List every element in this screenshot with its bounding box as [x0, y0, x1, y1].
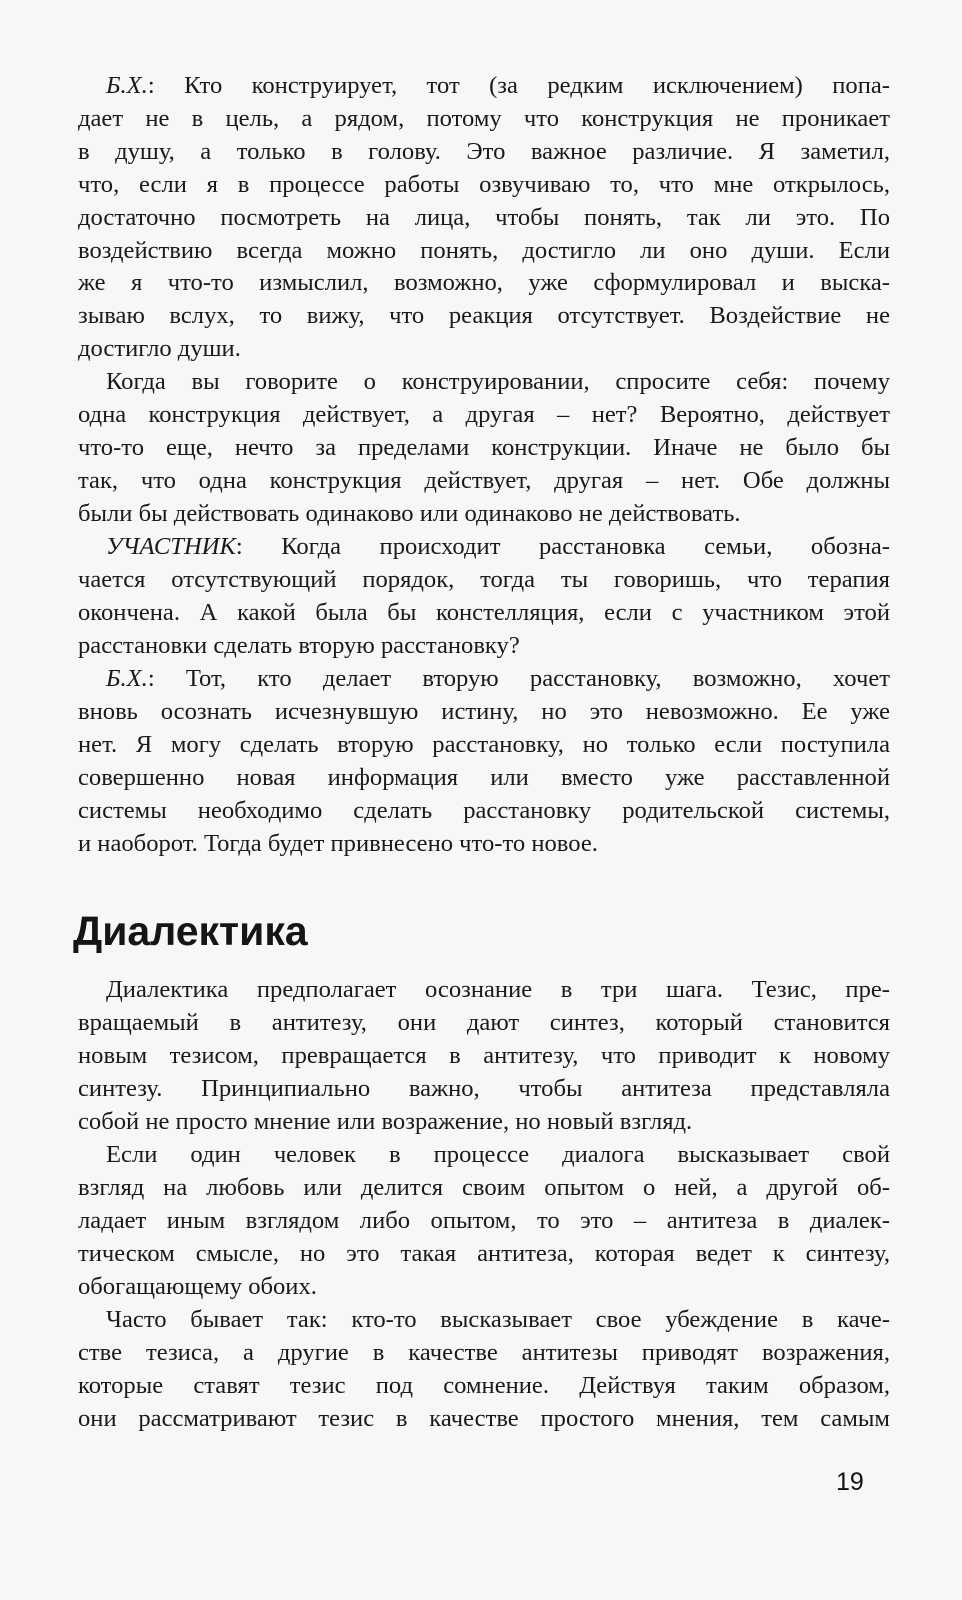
paragraph-1-line-6: воздействию всегда можно понять, достигло ли оно души. Если [78, 236, 890, 264]
paragraph-2-line-5: были бы действовать одинаково или одинаково не действовать. [78, 499, 741, 527]
line-text: : Тот, кто делает вторую расстановку, возможно, хочет [147, 665, 890, 692]
paragraph-4-line-5: системы необходимо сделать расстановку родительской системы, [78, 796, 890, 824]
speaker-label: УЧАСТНИК [106, 533, 236, 560]
paragraph-4-line-4: совершенно новая информация или вместо уже расставленной [78, 763, 890, 791]
paragraph-2-line-2: одна конструкция действует, а другая – нет? Вероятно, действует [78, 400, 890, 428]
paragraph-2-line-4: так, что одна конструкция действует, другая – нет. Обе должны [78, 466, 890, 494]
paragraph-1-line-4: что, если я в процессе работы озвучиваю то, что мне открылось, [78, 170, 890, 198]
section-heading: Диалектика [73, 908, 308, 954]
paragraph-3-line-1 [78, 531, 890, 564]
section-paragraph-2-line-4: тическом смысле, но это такая антитеза, которая ведет к синтезу, [78, 1239, 890, 1267]
paragraph-3-line-3: окончена. А какой была бы констелляция, если с участником этой [78, 598, 890, 626]
section-paragraph-2-line-2: взгляд на любовь или делится своим опытом о ней, а другой об- [78, 1173, 890, 1201]
speaker-label: Б.Х. [106, 72, 148, 99]
paragraph-1 [78, 70, 890, 366]
paragraph-4 [78, 663, 890, 860]
section-paragraph-1-line-3: новым тезисом, превращается в антитезу, что приводит к новому [78, 1041, 890, 1069]
paragraph-1-line-1 [78, 70, 890, 103]
paragraph-2-line-3: что-то еще, нечто за пределами конструкции. Иначе не было бы [78, 433, 890, 461]
speaker-label: Б.Х. [106, 665, 148, 692]
paragraph-1-line-3: в душу, а только в голову. Это важное различие. Я заметил, [78, 137, 890, 165]
line-text: : Когда происходит расстановка семьи, обозна- [235, 533, 890, 560]
section-paragraph-3-line-2: стве тезиса, а другие в качестве антитезы приводят возражения, [78, 1338, 890, 1366]
paragraph-2-line-1: Когда вы говорите о конструировании, спросите себя: почему [106, 368, 890, 395]
paragraph-3-line-2: чается отсутствующий порядок, тогда ты говоришь, что терапия [78, 565, 890, 593]
paragraph-4-line-2: вновь осознать исчезнувшую истину, но это невозможно. Ее уже [78, 697, 890, 725]
paragraph-3-line-4: расстановки сделать вторую расстановку? [78, 631, 520, 659]
paragraph-1-line-2: дает не в цель, а рядом, потому что конструкция не проникает [78, 104, 890, 132]
section-paragraph-3 [78, 1304, 890, 1436]
section-paragraph-1 [78, 974, 890, 1139]
section-paragraph-1-line-1: Диалектика предполагает осознание в три шага. Тезис, пре- [106, 976, 890, 1003]
paragraph-1-line-5: достаточно посмотреть на лица, чтобы понять, так ли это. По [78, 203, 890, 231]
section-paragraph-3-line-4: они рассматривают тезис в качестве простого мнения, тем самым [78, 1404, 890, 1432]
paragraph-1-line-8: зываю вслух, то вижу, что реакция отсутствует. Воздействие не [78, 302, 890, 330]
paragraph-1-line-7: же я что-то измыслил, возможно, уже сформулировал и выска- [78, 269, 890, 297]
section-paragraph-2-line-5: обогащающему обоих. [78, 1272, 317, 1300]
section-paragraph-3-line-3: которые ставят тезис под сомнение. Действуя таким образом, [78, 1371, 890, 1399]
paragraph-4-line-6: и наоборот. Тогда будет привнесено что-то новое. [78, 829, 598, 857]
page-number: 19 [836, 1468, 864, 1496]
paragraph-3 [78, 531, 890, 663]
paragraph-2 [78, 366, 890, 531]
section-paragraph-3-line-1: Часто бывает так: кто-то высказывает свое убеждение в каче- [106, 1306, 890, 1333]
section-paragraph-1-line-4: синтезу. Принципиально важно, чтобы антитеза представляла [78, 1074, 890, 1102]
section-paragraph-2-line-3: ладает иным взглядом либо опытом, то это – антитеза в диалек- [78, 1206, 890, 1234]
section-paragraph-1-line-5: собой не просто мнение или возражение, но новый взгляд. [78, 1107, 693, 1135]
section-paragraph-2-line-1: Если один человек в процессе диалога высказывает свой [106, 1141, 890, 1168]
section-paragraph-1-line-2: вращаемый в антитезу, они дают синтез, который становится [78, 1008, 890, 1036]
paragraph-4-line-3: нет. Я могу сделать вторую расстановку, но только если поступила [78, 730, 890, 758]
line-text: : Кто конструирует, тот (за редким исключением) попа- [147, 72, 890, 99]
section-paragraph-2 [78, 1139, 890, 1304]
paragraph-4-line-1 [78, 663, 890, 696]
paragraph-1-line-9: достигло души. [78, 335, 241, 363]
